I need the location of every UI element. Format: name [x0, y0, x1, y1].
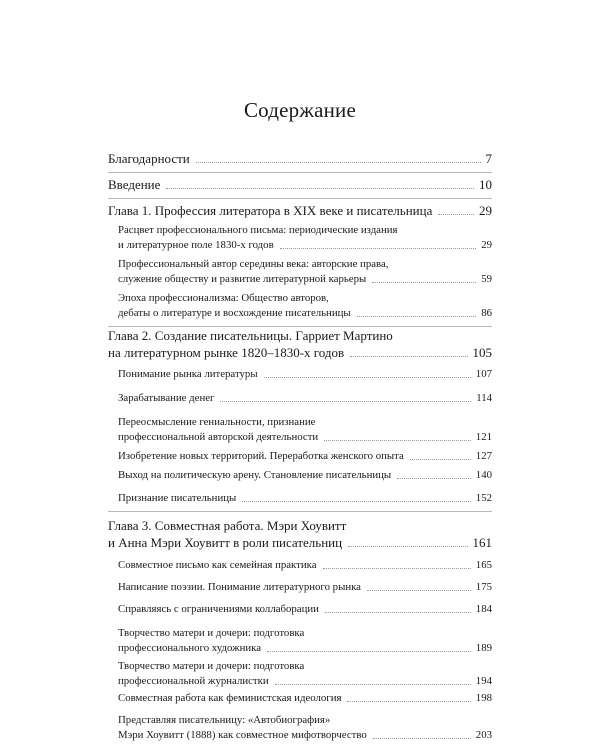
toc-page-number: 105 — [472, 345, 492, 360]
dot-leader — [166, 188, 474, 189]
toc-entry-title-line: Признание писательницы — [118, 492, 237, 504]
toc-page-number: 203 — [475, 729, 492, 741]
toc-entry-title-line: Зарабатывание денег — [118, 392, 215, 404]
toc-chapter-entry[interactable] — [108, 150, 492, 167]
toc-chapter-entry[interactable] — [108, 327, 492, 361]
toc-page-number: 127 — [475, 450, 492, 462]
dot-leader — [196, 162, 481, 163]
dot-leader — [325, 612, 471, 613]
dot-leader — [267, 651, 471, 652]
toc-page-number: 7 — [485, 151, 492, 166]
toc-entry-title-line: Эпоха профессионализма: Общество авторов, — [118, 292, 329, 304]
dot-leader — [264, 377, 471, 378]
toc-entry-title-line: Выход на политическую арену. Становление писательницы — [118, 469, 392, 481]
toc-page-number: 175 — [475, 581, 492, 593]
toc-section-entry[interactable] — [108, 291, 492, 321]
toc-page-number: 140 — [475, 469, 492, 481]
toc-entry-title-line: служение обществу и развитие литературной карьеры — [118, 273, 367, 285]
toc-page-number: 114 — [476, 392, 492, 404]
toc-section-entry[interactable] — [108, 223, 492, 253]
toc-page-number: 29 — [481, 239, 492, 251]
divider — [108, 198, 492, 199]
toc-page-number: 152 — [475, 492, 492, 504]
toc-section-entry[interactable] — [108, 602, 492, 617]
toc-entry-title-line: и литературное поле 1830-х годов — [118, 239, 274, 251]
toc-section-entry[interactable] — [108, 713, 492, 743]
toc-page-number: 121 — [475, 431, 492, 443]
toc-section-entry[interactable] — [108, 659, 492, 689]
toc-page-number: 107 — [475, 368, 492, 380]
dot-leader — [242, 501, 471, 502]
toc-entry-title-line: Изобретение новых территорий. Переработка женского опыта — [118, 450, 404, 462]
toc-entry-title-line: Мэри Хоувитт (1888) как совместное мифотворчество — [118, 729, 367, 741]
page-title: Содержание — [243, 98, 357, 122]
toc-entry-title-line: профессиональной авторской деятельности — [118, 431, 319, 443]
toc-entry-title-line: Введение — [108, 177, 161, 192]
toc-section-entry[interactable] — [108, 691, 492, 706]
toc-page-number: 198 — [475, 692, 492, 704]
toc-page-number: 165 — [475, 559, 492, 571]
toc-chapter-entry[interactable] — [108, 176, 492, 193]
toc-entry-title-line: профессионального художника — [118, 642, 262, 654]
dot-leader — [367, 590, 471, 591]
toc-entry-title-line: Глава 1. Профессия литератора в XIX веке и писательница — [108, 203, 433, 218]
toc-chapter-entry[interactable] — [108, 202, 492, 219]
toc-entry-title-line: Глава 2. Создание писательницы. Гарриет Мартино — [108, 328, 393, 343]
toc-entry-title-line: Совместная работа как феминистская идеология — [118, 692, 342, 704]
toc-section-entry[interactable] — [108, 449, 492, 464]
toc-section-entry[interactable] — [108, 580, 492, 595]
toc-entry-title-line: на литературном рынке 1820–1830-х годов — [108, 345, 345, 360]
dot-leader — [397, 478, 471, 479]
toc-entry-title-line: Профессиональный автор середины века: авторские права, — [118, 258, 389, 270]
toc-page-number: 184 — [475, 603, 492, 615]
dot-leader — [324, 440, 471, 441]
dot-leader — [275, 684, 471, 685]
toc-page-number: 10 — [479, 177, 492, 192]
toc-entry-title-line: Совместное письмо как семейная практика — [118, 559, 317, 571]
dot-leader — [410, 459, 471, 460]
toc-page-number: 189 — [475, 642, 492, 654]
toc-entry-title-line: дебаты о литературе и восхождение писательницы — [118, 307, 351, 319]
toc-entry-title-line: Творчество матери и дочери: подготовка — [118, 627, 305, 639]
dot-leader — [438, 214, 474, 215]
toc-entry-title-line: профессиональной журналистки — [118, 675, 269, 687]
toc-entry-title-line: Творчество матери и дочери: подготовка — [118, 660, 305, 672]
toc-entry-title-line: Расцвет профессионального письма: периодические издания — [118, 224, 398, 236]
toc-section-entry[interactable] — [108, 558, 492, 573]
toc-section-entry[interactable] — [108, 367, 492, 382]
toc-entry-title-line: Справляясь с ограничениями коллаборации — [118, 603, 319, 615]
toc-page-number: 161 — [472, 535, 492, 550]
dot-leader — [220, 401, 471, 402]
toc-entry-title-line: Понимание рынка литературы — [118, 368, 258, 380]
dot-leader — [357, 316, 477, 317]
toc-section-entry[interactable] — [108, 491, 492, 506]
toc-chapter-entry[interactable] — [108, 517, 492, 551]
toc-section-entry[interactable] — [108, 626, 492, 656]
dot-leader — [347, 701, 470, 702]
toc-page-number: 86 — [481, 307, 492, 319]
toc-section-entry[interactable] — [108, 391, 492, 406]
dot-leader — [280, 248, 477, 249]
toc-entry-title-line: Представляя писательницу: «Автобиография» — [118, 714, 331, 726]
toc-entry-title-line: Глава 3. Совместная работа. Мэри Хоувитт — [108, 518, 347, 533]
toc-page-number: 194 — [475, 675, 492, 687]
toc-entry-title-line: Благодарности — [108, 151, 190, 166]
dot-leader — [348, 546, 467, 547]
dot-leader — [350, 356, 467, 357]
dot-leader — [323, 568, 471, 569]
divider — [108, 511, 492, 512]
toc-section-entry[interactable] — [108, 415, 492, 445]
toc-section-entry[interactable] — [108, 468, 492, 483]
toc-page-number: 59 — [481, 273, 492, 285]
toc-entry-title-line: и Анна Мэри Хоувитт в роли писательниц — [108, 535, 343, 550]
dot-leader — [372, 282, 476, 283]
dot-leader — [373, 738, 471, 739]
toc-section-entry[interactable] — [108, 257, 492, 287]
toc-page-number: 29 — [479, 203, 492, 218]
toc-entry-title-line: Написание поэзии. Понимание литературного рынка — [118, 581, 361, 593]
toc-entry-title-line: Переосмысление гениальности, признание — [118, 416, 316, 428]
divider — [108, 172, 492, 173]
